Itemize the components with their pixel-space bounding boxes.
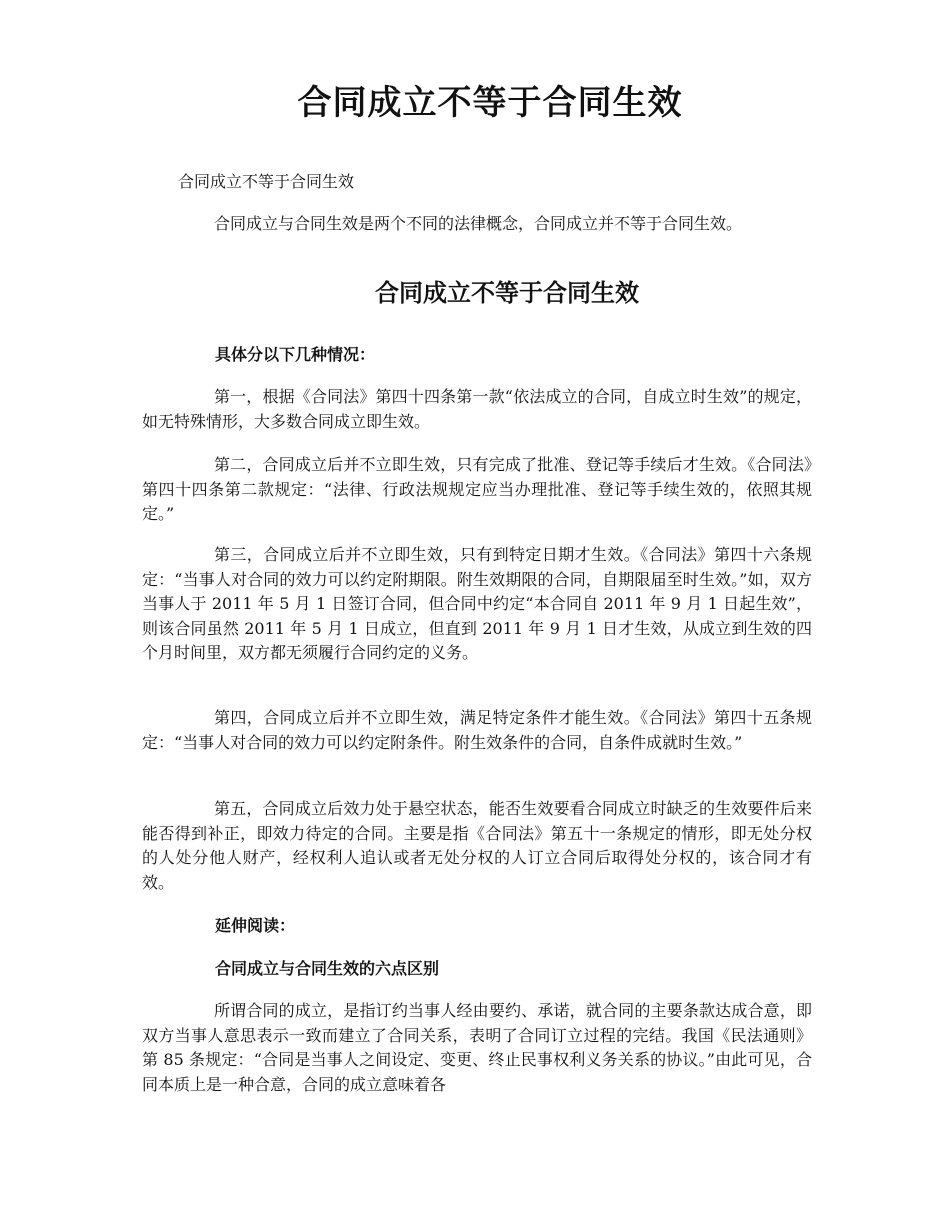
subtitle-text: 合同成立不等于合同生效 bbox=[178, 172, 355, 191]
page-title: 合同成立不等于合同生效 bbox=[297, 83, 683, 123]
further-reading-heading: 延伸阅读： bbox=[215, 916, 296, 935]
case-paragraph-5: 第五，合同成立后效力处于悬空状态，能否生效要看合同成立时缺乏的生效要件后来能否得到补正，即效力待定的合同。主要是指《合同法》第五十一条规定的情形，即无处分权的人处分他人财产，经权利人追认或者无处分权的人订立合同后取得处分权的，该合同才有效。 bbox=[142, 799, 812, 892]
cases-heading: 具体分以下几种情况： bbox=[215, 345, 376, 364]
case-paragraph-4: 第四，合同成立后并不立即生效，满足特定条件才能生效。《合同法》第四十五条规定：“当事人对合同的效力可以约定附条件。附生效条件的合同，自条件成就时生效。” bbox=[142, 708, 812, 752]
case-paragraph-2: 第二，合同成立后并不立即生效，只有完成了批准、登记等手续后才生效。《合同法》第四十四条第二款规定：“法律、行政法规规定应当办理批准、登记等手续生效的，依照其规定。” bbox=[142, 455, 812, 523]
six-differences-heading: 合同成立与合同生效的六点区别 bbox=[215, 959, 440, 978]
case-paragraph-1: 第一，根据《合同法》第四十四条第一款“依法成立的合同，自成立时生效”的规定，如无特殊情形，大多数合同成立即生效。 bbox=[142, 387, 812, 431]
intro-paragraph: 合同成立与合同生效是两个不同的法律概念，合同成立并不等于合同生效。 bbox=[214, 214, 743, 233]
case-paragraph-3: 第三，合同成立后并不立即生效，只有到特定日期才生效。《合同法》第四十六条规定：“当事人对合同的效力可以约定附期限。附生效期限的合同，自期限届至时生效。”如，双方当事人于 2011 年 5 月 1 日签订合同，但合同中约定“本合同自 2011 年 9 月 1 日起生效”，则该合同虽然 2011 年 5 月 1 日成立，但直到 2011 年 9 月 1 日才生效，从成立到生效的四个月时间里，双方都无须履行合同约定的义务。 bbox=[142, 545, 812, 662]
six-differences-paragraph: 所谓合同的成立，是指订约当事人经由要约、承诺，就合同的主要条款达成合意，即双方当事人意思表示一致而建立了合同关系，表明了合同订立过程的完结。我国《民法通则》第 85 条规定：“合同是当事人之间设定、变更、终止民事权利义务关系的协议。”由此可见，合同本质上是一种合意，合同的成立意味着各 bbox=[142, 1001, 812, 1094]
section-heading: 合同成立不等于合同生效 bbox=[375, 279, 639, 307]
